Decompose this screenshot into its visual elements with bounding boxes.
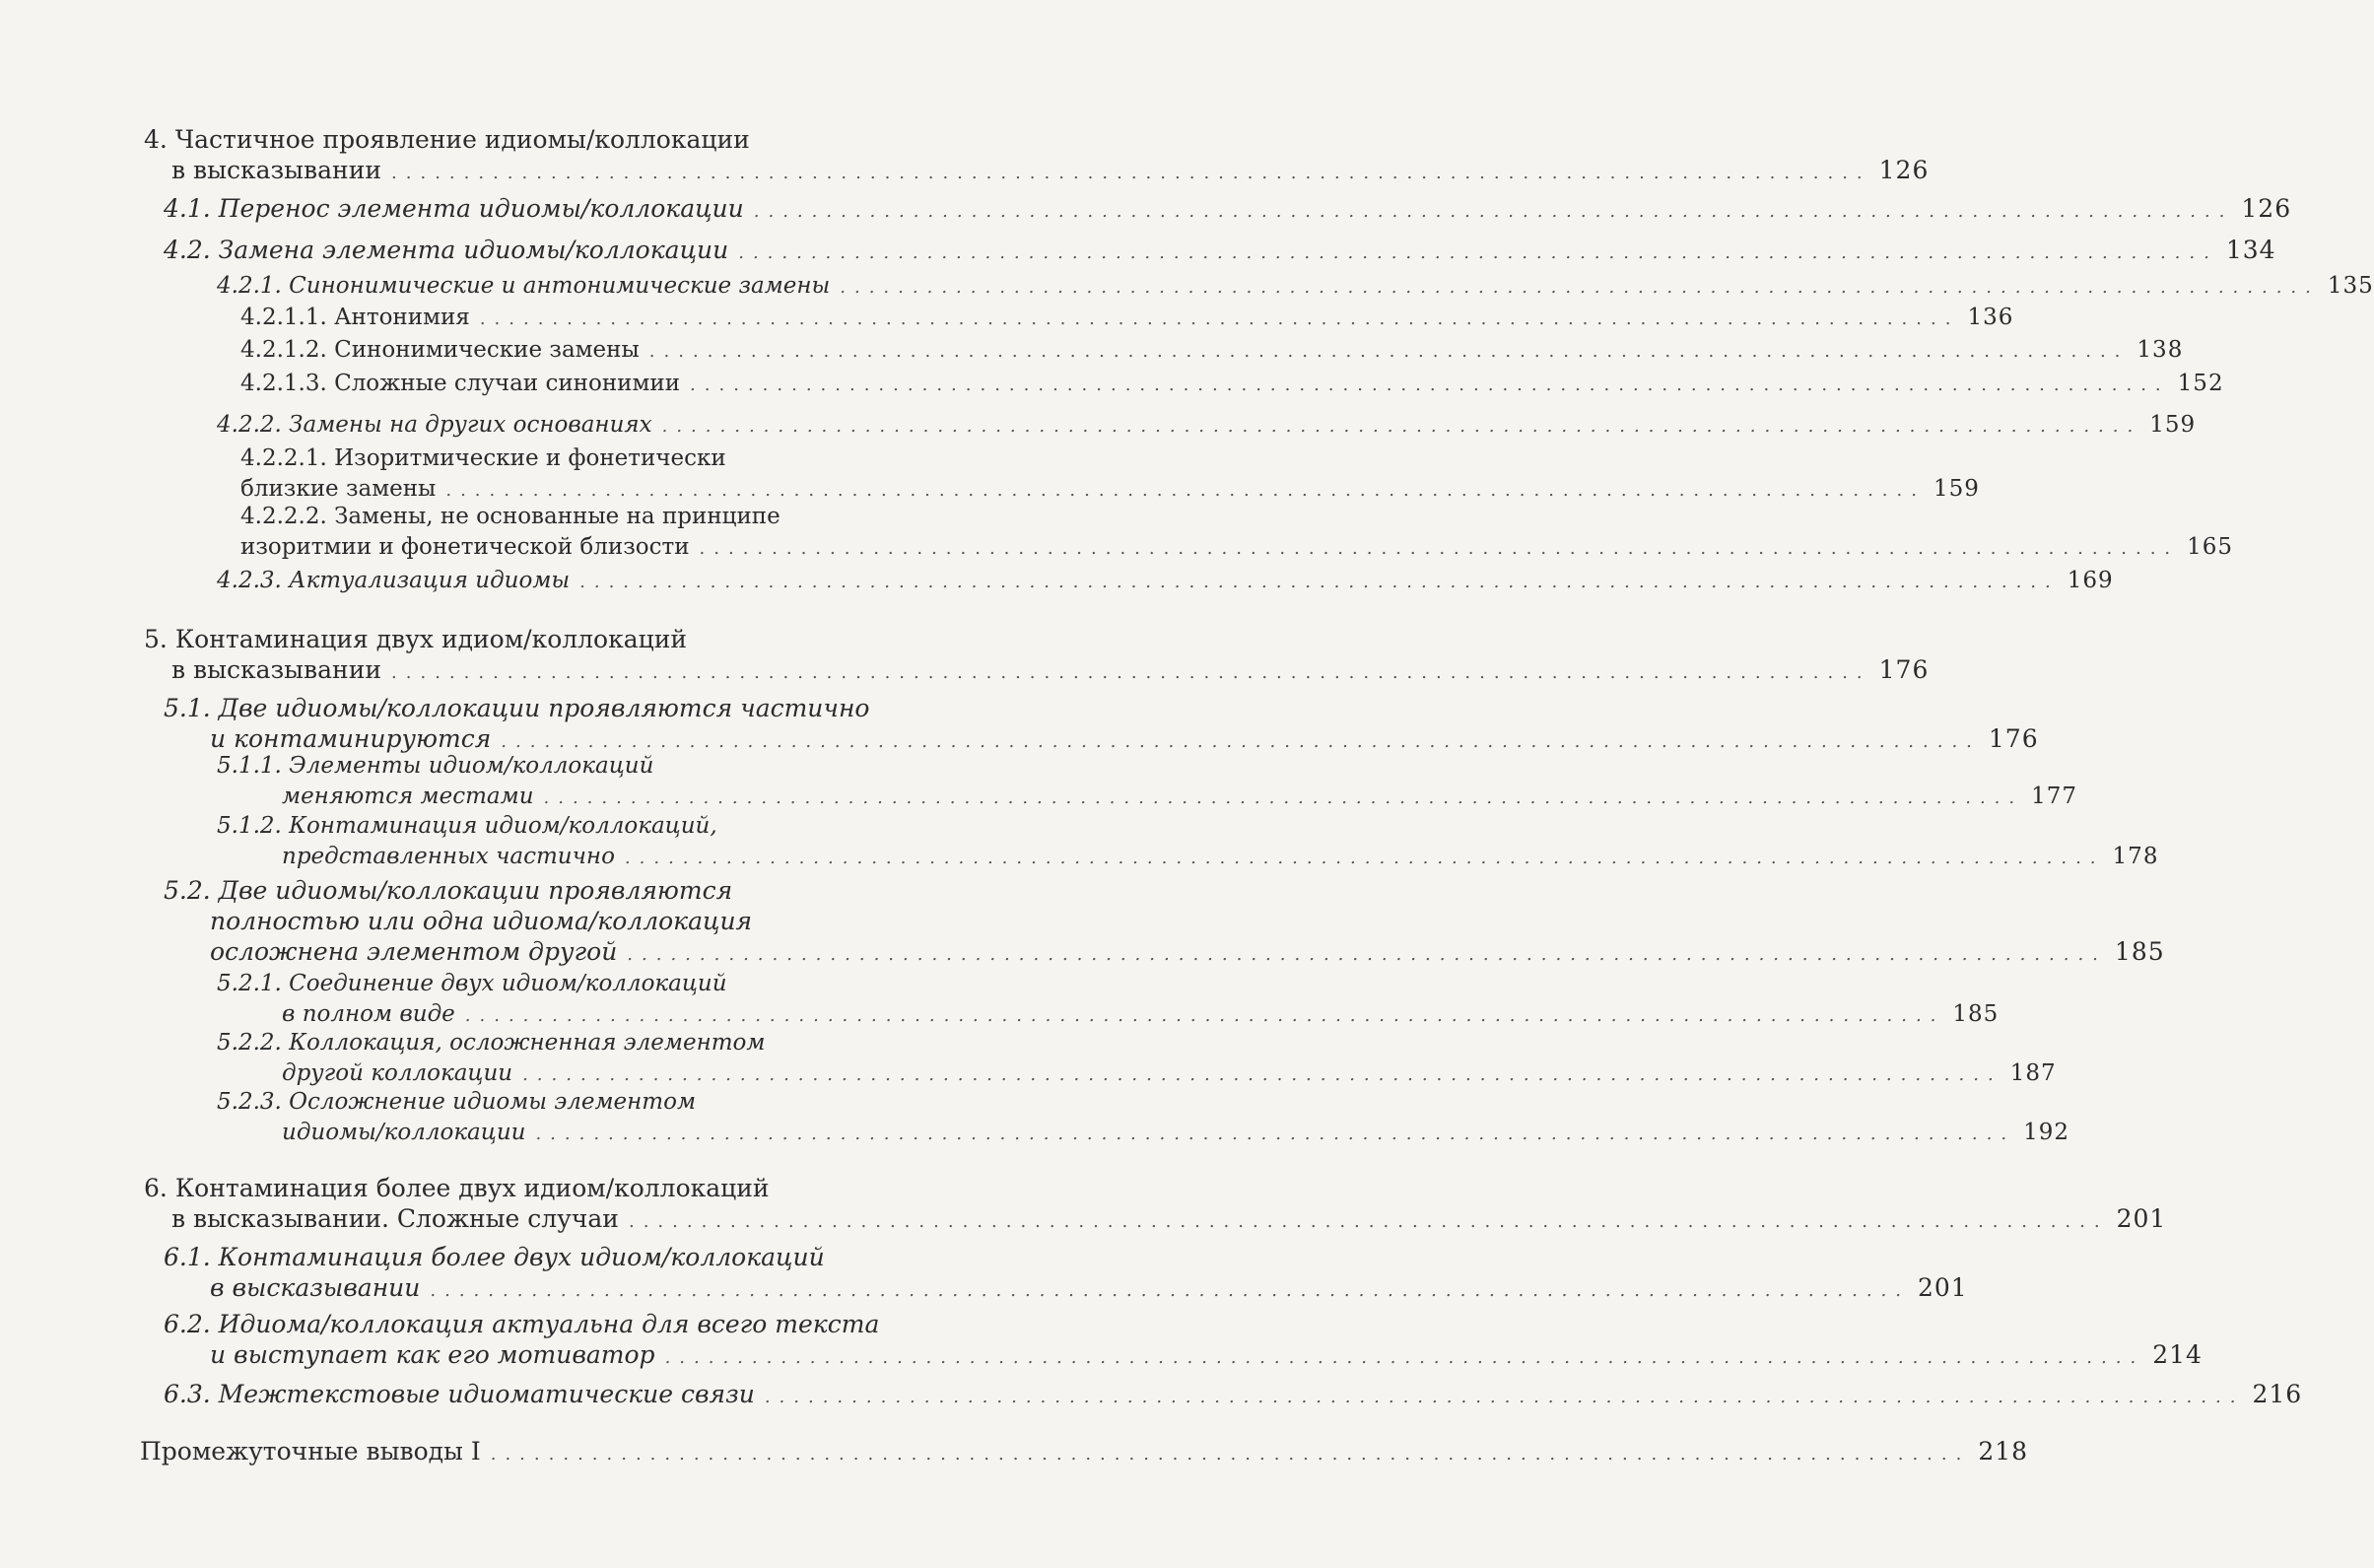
dot-leader: ...................................................................................................... [753, 201, 2234, 222]
toc-entry-title-line: Контаминация более двух идиом/коллокаций [218, 1243, 825, 1271]
toc-page-number[interactable]: 201 [2116, 1204, 2167, 1233]
toc-page-number[interactable]: 176 [1988, 724, 2039, 753]
toc-entry-title-line: Замена элемента идиомы/коллокации [218, 236, 729, 264]
dot-leader: ...................................................................................................... [391, 662, 1871, 683]
toc-entry-title-line: Элементы идиом/коллокаций [289, 753, 654, 779]
toc-entry-number: 5.2.3. [217, 1089, 282, 1115]
toc-entry-title-line: Антонимия [334, 305, 470, 330]
toc-entry-title-line: идиомы/коллокации [282, 1120, 526, 1145]
toc-entry-number: 4.2.2. [217, 412, 282, 438]
toc-entry-line [144, 624, 926, 654]
toc-entry [217, 1087, 2069, 1149]
toc-entry-number: 4.2. [164, 236, 211, 264]
toc-entry-number: 4.2.3. [217, 568, 282, 593]
toc-entry-title-line: Синонимические замены [334, 337, 640, 363]
toc-page-number[interactable]: 159 [1933, 476, 1980, 502]
toc-entry-line [164, 1242, 926, 1272]
toc-entry-title-line: Замены, не основанные на принципе [334, 504, 780, 529]
toc-entry-title-line: Две идиомы/коллокации проявляются [218, 876, 733, 905]
toc-entry-title-line: меняются местами [282, 784, 534, 809]
toc-page-number[interactable]: 165 [2187, 534, 2234, 560]
toc-entry [144, 124, 1930, 188]
toc-entry-line [240, 443, 926, 474]
toc-entry-title-line: близкие замены [240, 476, 437, 502]
toc-page-number[interactable]: 192 [2023, 1120, 2069, 1145]
toc-page-number[interactable]: 159 [2149, 412, 2197, 438]
toc-entry-number: 4.2.1.1. [240, 305, 327, 330]
toc-entry-number: 4.1. [164, 194, 211, 223]
toc-page-number[interactable]: 177 [2031, 784, 2078, 809]
toc-entry-line [144, 124, 926, 155]
toc-page-number[interactable]: 216 [2252, 1380, 2303, 1408]
toc-entry-title-line: в высказывании [210, 1273, 421, 1302]
toc-entry-line [164, 1309, 926, 1339]
toc-page-number[interactable]: 176 [1878, 655, 1930, 684]
toc-entry-number: 6. [144, 1174, 168, 1202]
dot-leader: ...................................................................................................... [664, 1347, 2145, 1368]
dot-leader: ...................................................................................................... [738, 242, 2218, 263]
toc-page-number[interactable]: 185 [2114, 937, 2165, 966]
toc-entry [217, 751, 2078, 813]
toc-entry-line [217, 1087, 926, 1118]
dot-leader: ...................................................................................................... [579, 572, 2060, 592]
dot-leader: ...................................................................................................... [840, 277, 2320, 298]
toc-entry-title-line: изоритмии и фонетической близости [240, 534, 690, 560]
toc-page-number[interactable]: 135 [2327, 273, 2374, 299]
toc-page-number[interactable]: 201 [1918, 1273, 1968, 1302]
toc-entry [217, 410, 2197, 442]
toc-entry-title-line: в полном виде [282, 1001, 455, 1027]
dot-leader: ...................................................................................................... [690, 375, 2170, 395]
dot-leader: ...................................................................................................... [661, 416, 2142, 437]
toc-page-number[interactable]: 138 [2137, 337, 2184, 363]
dot-leader: ...................................................................................................... [624, 848, 2105, 868]
dot-leader: ...................................................................................................... [699, 538, 2180, 559]
toc-entry-number: 4.2.2.1. [240, 445, 327, 471]
toc-entry [240, 443, 1980, 506]
toc-entry-title-line: представленных частично [282, 844, 615, 869]
toc-entry [240, 303, 2014, 334]
toc-entry-title-line: осложнена элементом другой [210, 937, 618, 966]
toc-page-number[interactable]: 214 [2152, 1340, 2203, 1369]
dot-leader: ...................................................................................................... [648, 341, 2130, 362]
toc-entry [240, 335, 2184, 367]
toc-entry-title-line: Контаминация более двух идиом/коллокаций [174, 1174, 770, 1202]
dot-leader: ...................................................................................................... [627, 944, 2107, 965]
toc-entry-line [217, 969, 926, 999]
toc-entry-title-line: Актуализация идиомы [289, 568, 571, 593]
toc-entry-title-line: Перенос элемента идиомы/коллокации [218, 194, 744, 223]
dot-leader: ...................................................................................................... [490, 1444, 1971, 1465]
toc-page-number[interactable]: 134 [2225, 236, 2276, 264]
toc-entry-line [144, 1173, 926, 1203]
toc-entry-title-line: Межтекстовые идиоматические связи [218, 1380, 755, 1408]
toc-entry [240, 369, 2224, 400]
toc-entry-line [164, 875, 926, 906]
dot-leader: ...................................................................................................... [543, 787, 2024, 808]
toc-entry [217, 811, 2159, 873]
toc-page-number[interactable]: 126 [1878, 156, 1930, 184]
toc-entry-title-line: Две идиомы/коллокации проявляются частично [218, 694, 870, 722]
dot-leader: ...................................................................................................... [430, 1280, 1910, 1301]
toc-entry-line [217, 811, 926, 842]
toc-entry-number: 6.3. [164, 1380, 211, 1408]
toc-page-number[interactable]: 218 [1978, 1437, 2029, 1466]
toc-entry-title-line: в высказывании [171, 655, 382, 684]
toc-entry [144, 624, 1930, 688]
dot-leader: ...................................................................................................... [479, 308, 1960, 329]
toc-entry-number: 4.2.1.2. [240, 337, 327, 363]
dot-leader: ...................................................................................................... [464, 1005, 1945, 1026]
toc-entry-number: 5.1.2. [217, 813, 282, 839]
toc-entry-number: 6.1. [164, 1243, 211, 1271]
toc-entry-title-line: Промежуточные выводы I [140, 1437, 481, 1466]
toc-entry-title-line: в высказывании [171, 156, 382, 184]
toc-entry-number: 4. [144, 125, 168, 154]
toc-entry-title-line: Контаминация идиом/коллокаций, [289, 813, 717, 839]
toc-entry-line [240, 502, 926, 532]
toc-entry-title-line: Соединение двух идиом/коллокаций [289, 971, 727, 996]
toc-entry [240, 502, 2234, 564]
toc-entry-title-line: Коллокация, осложненная элементом [289, 1030, 766, 1056]
toc-entry-number: 4.2.1.3. [240, 371, 327, 396]
toc-entry [217, 271, 2374, 303]
toc-entry-title-line: Сложные случаи синонимии [334, 371, 681, 396]
toc-entry-title-line: другой коллокации [282, 1060, 513, 1086]
dot-leader: ...................................................................................................... [764, 1387, 2245, 1407]
toc-entry-number: 6.2. [164, 1310, 211, 1338]
dot-leader: ...................................................................................................... [501, 731, 1981, 752]
toc-entry [164, 693, 2039, 757]
toc-entry-number: 4.2.2.2. [240, 504, 327, 529]
toc-entry-line [217, 1028, 926, 1058]
toc-page-number[interactable]: 187 [2009, 1060, 2057, 1086]
toc-entry-title-line: и выступает как его мотиватор [210, 1340, 655, 1369]
toc-page-number[interactable]: 185 [1952, 1001, 2000, 1027]
toc-entry [144, 1173, 2167, 1237]
toc-page-number[interactable]: 126 [2241, 194, 2292, 223]
toc-entry [164, 235, 2276, 268]
toc-entry-title-line: Контаминация двух идиом/коллокаций [174, 625, 688, 653]
dot-leader: ...................................................................................................... [391, 163, 1871, 183]
toc-entry-number: 5.2.2. [217, 1030, 282, 1056]
toc-entry-title-line: Осложнение идиомы элементом [289, 1089, 697, 1115]
toc-entry-title-line: и контаминируются [210, 724, 492, 753]
dot-leader: ...................................................................................................... [628, 1211, 2109, 1232]
toc-entry-title-line: Идиома/коллокация актуальна для всего текста [218, 1310, 880, 1338]
toc-entry-number: 5.2. [164, 876, 211, 905]
toc-entry [217, 566, 2114, 597]
toc-entry-number: 5.2.1. [217, 971, 282, 996]
toc-page-number[interactable]: 169 [2067, 568, 2114, 593]
toc-entry [164, 875, 2165, 970]
toc-entry [164, 1242, 1968, 1306]
toc-entry-number: 5. [144, 625, 168, 653]
toc-entry-number: 5.1.1. [217, 753, 282, 779]
dot-leader: ...................................................................................................... [535, 1124, 2016, 1144]
toc-entry-title-line: в высказывании. Сложные случаи [171, 1204, 619, 1233]
toc-entry [140, 1436, 2029, 1469]
toc-entry-number: 4.2.1. [217, 273, 282, 299]
toc-page-number[interactable]: 152 [2177, 371, 2224, 396]
toc-entry-line [164, 693, 926, 723]
toc-page-number[interactable]: 178 [2112, 844, 2159, 869]
toc-entry-number: 5.1. [164, 694, 211, 722]
toc-entry [217, 969, 2000, 1031]
toc-entry-title-line: Частичное проявление идиомы/коллокации [174, 125, 750, 154]
toc-entry-title-line: Синонимические и антонимические замены [289, 273, 831, 299]
toc-entry [164, 1379, 2303, 1412]
toc-entry-title-line: Изоритмические и фонетически [334, 445, 726, 471]
dot-leader: ...................................................................................................... [522, 1064, 2002, 1085]
toc-page-number[interactable]: 136 [1967, 305, 2014, 330]
toc-entry-line [217, 751, 926, 782]
dot-leader: ...................................................................................................... [445, 480, 1926, 501]
toc-entry [217, 1028, 2057, 1090]
toc-entry [164, 1309, 2203, 1373]
toc-entry-title-line: полностью или одна идиома/коллокация [210, 907, 753, 935]
toc-entry-title-line: Замены на других основаниях [289, 412, 652, 438]
toc-entry [164, 193, 2292, 227]
